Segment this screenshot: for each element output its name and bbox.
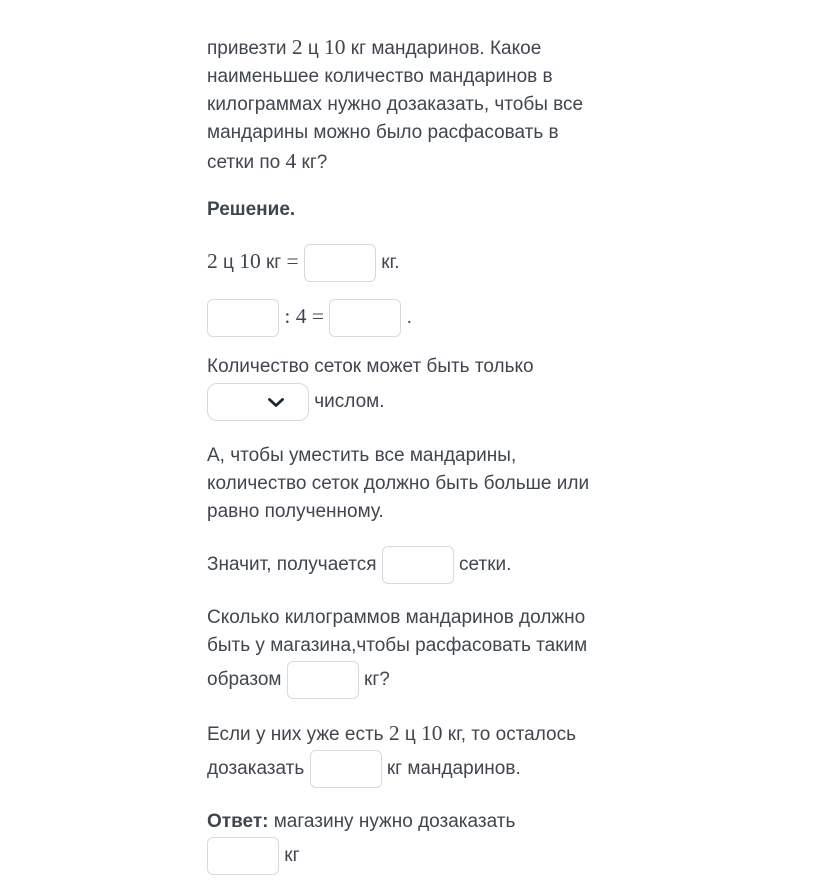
math-text: 4 [285,149,297,173]
answer [207,808,591,876]
problem-statement [207,33,591,177]
math-text: 10 [324,35,346,59]
explanation [207,442,591,526]
text: Если у них уже есть [207,724,389,745]
text: ц [302,38,325,59]
division-dividend-input[interactable] [207,299,279,337]
text: кг? [358,669,390,691]
total-kg-input[interactable] [287,661,359,699]
nets-count-input[interactable] [382,546,454,584]
math-text: : 4 = [279,304,330,329]
text: ц [217,252,240,274]
text: Значит, получается [207,554,382,576]
chevron-down-icon [264,390,288,414]
text: магазину нужно дозаказать [268,811,516,832]
bold-text: Ответ: [207,811,269,832]
remaining-kg [207,719,591,789]
text: кг. [376,252,400,274]
answer-kg-input[interactable] [207,837,279,875]
text: Сколько килограммов мандаринов должно быть у магазина,чтобы расфасовать таким образом [207,607,588,691]
math-text: 2 [291,35,303,59]
text: кг? [296,152,328,173]
centners-to-kg-input[interactable] [304,244,376,282]
total-kg-question [207,604,591,700]
additional-kg-input[interactable] [310,750,382,788]
math-text: 2 [207,249,218,274]
solution-heading [207,196,591,224]
text: кг [279,845,300,867]
text: кг, то осталось дозаказать [207,724,577,780]
math-text: = [286,249,305,274]
bold-text: Решение. [207,199,296,220]
division-result-input[interactable] [329,299,401,337]
text: привезти [207,38,292,59]
text: А, чтобы уместить все мандарины, количество сеток должно быть больше или равно полученному. [207,445,590,522]
exercise-content [207,33,591,895]
equation-division [207,298,591,338]
text: Количество сеток может быть только [207,356,534,377]
text: кг [260,252,287,274]
math-text: 10 [239,249,261,274]
number-type-select[interactable] [207,383,309,421]
text: ц [399,724,422,745]
text: числом. [309,391,385,413]
nets-result [207,545,591,585]
equation-centners-to-kg [207,243,591,283]
math-text: 2 [388,721,400,745]
text: сетки. [453,554,512,576]
nets-number-type [207,353,591,423]
text: кг мандаринов. Какое наименьшее количество мандаринов в килограммах нужно дозаказать, чтобы все мандарины можно было расфасовать в сетки по [207,38,584,173]
text: кг мандаринов. [381,758,521,780]
text: . [401,307,412,329]
math-text: 10 [421,721,443,745]
